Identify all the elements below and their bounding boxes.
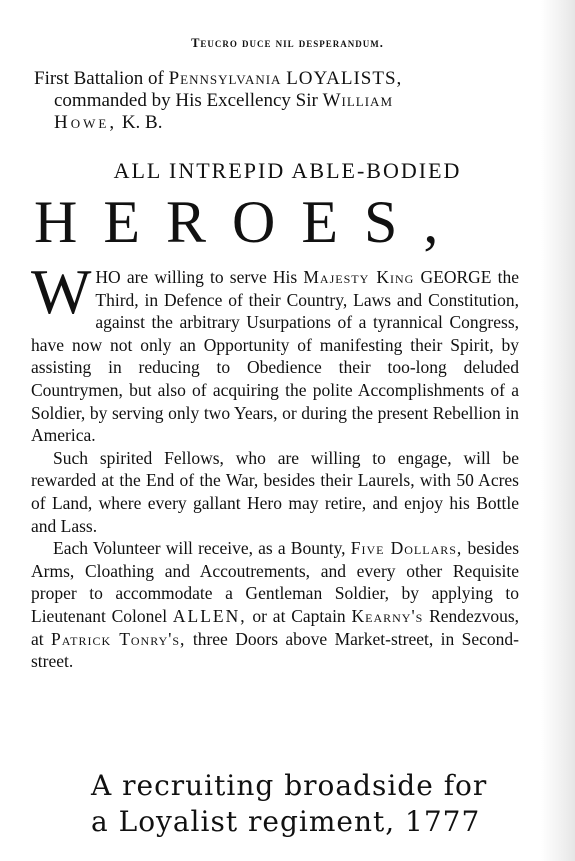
paragraph-1-opening: HO are willing to serve His [95, 267, 298, 287]
page-edge-shadow [541, 0, 575, 861]
bounty-amount: Five Dollars, [350, 538, 463, 559]
broadside-body [31, 256, 520, 673]
paragraph-3-part-e: three Doors above Market-street, in Second-street. [31, 628, 519, 672]
paragraph-3-part-a: Each Volunteer will receive, as a Bounty, [53, 538, 346, 559]
latin-motto: Teucro duce nil desperandum. [191, 36, 384, 50]
battalion-line-2 [34, 90, 534, 112]
battalion-prefix: First Battalion of [34, 68, 164, 89]
battalion-loyalists: LOYALISTS, [286, 68, 403, 89]
paragraph-3-part-c: or at Captain [252, 605, 346, 626]
battalion-line-3 [34, 112, 534, 134]
captain-name: Kearny's [351, 605, 424, 626]
subheading: ALL INTREPID ABLE-BODIED [113, 158, 462, 183]
tavern-owner: Patrick Tonry's, [51, 628, 186, 649]
paragraph-3-part-b: besides Arms, Cloathing and Accoutrements, and every other Requisite proper to accommodate a Gentleman Soldier, by applying to Lieutenant Colonel [31, 538, 520, 626]
paragraph-3 [31, 537, 519, 673]
commander-first-name: William [322, 90, 393, 111]
image-caption [91, 768, 511, 840]
paragraph-1 [31, 256, 520, 447]
paragraph-3-part-d: Rendezvous, at [31, 605, 520, 649]
caption-line-2: a Loyalist regiment, 1777 [91, 805, 481, 838]
colonel-name: ALLEN, [172, 605, 247, 626]
drop-cap: W [31, 256, 92, 327]
commander-prefix: commanded by His Excellency Sir [54, 90, 318, 111]
main-heading: HEROES, [34, 189, 465, 255]
battalion-line-1 [34, 68, 534, 90]
caption-line-1: A recruiting broadside for [91, 769, 488, 802]
paragraph-2: Such spirited Fellows, who are willing to engage, will be rewarded at the End of the War, besides their Laurels, with 50 Acres of Land, where every gallant Hero may retire, and enjoy his Bottle and Lass. [31, 447, 519, 536]
battalion-heading [34, 68, 534, 134]
paragraph-1-majesty: Majesty King [303, 267, 415, 287]
commander-title: K. B. [121, 112, 163, 133]
battalion-state: Pennsylvania [168, 68, 282, 89]
commander-surname: Howe, [54, 112, 118, 133]
paragraph-1-text: GEORGE the Third, in Defence of their Country, Laws and Constitution, against the arbitrary Usurpations of a tyrannical Congress, have now not only an Opportunity of manifesting their Spirit, by assisting in reducing to Obedience their too-long deluded Countrymen, but also of acquiring the polite Accomplishments of a Soldier, by serving only two Years, or during the present Rebellion in America. [31, 267, 520, 446]
